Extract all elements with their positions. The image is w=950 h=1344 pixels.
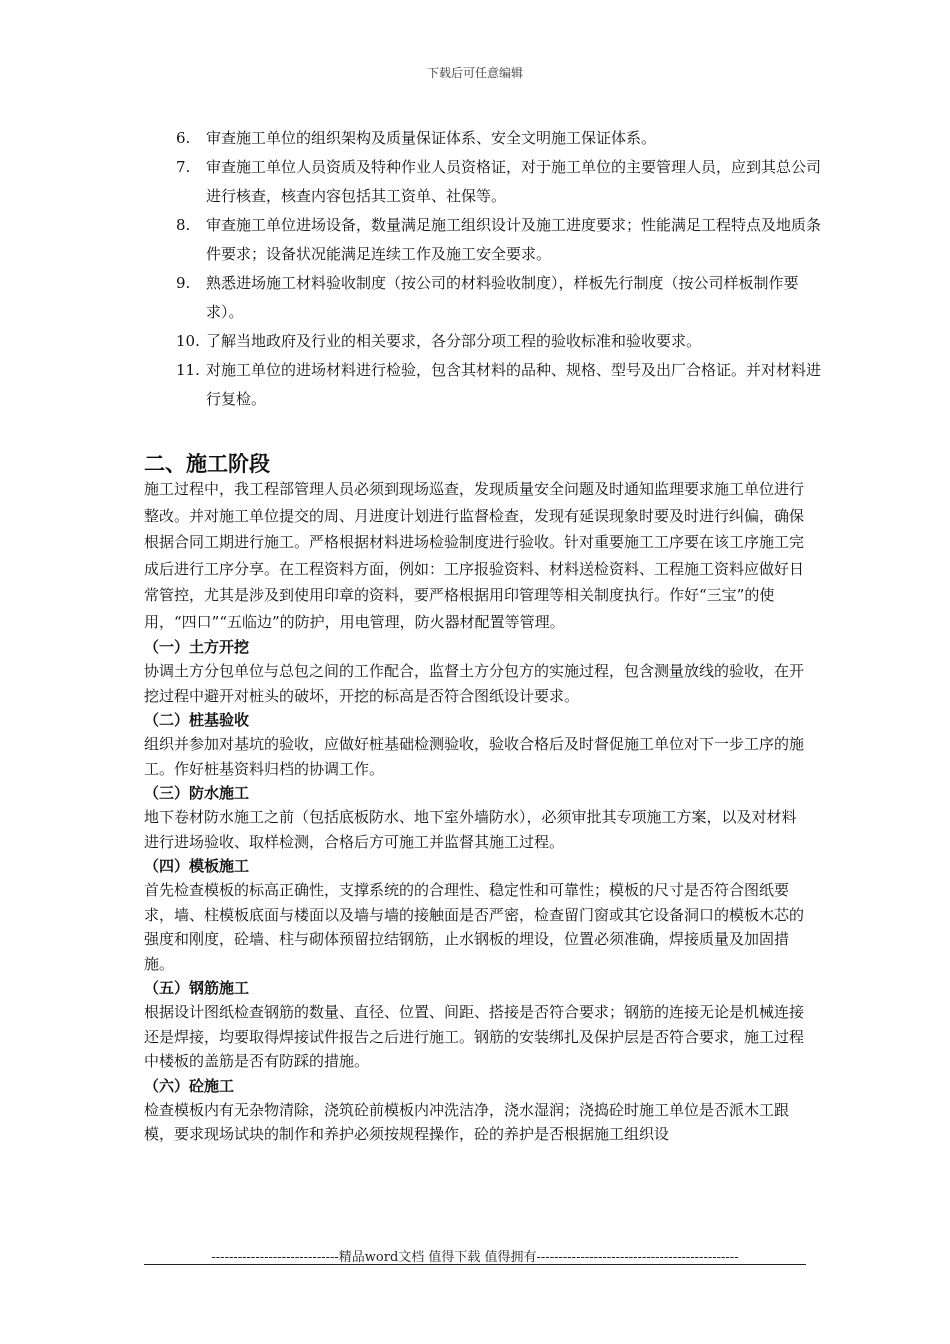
section-heading: 二、施工阶段: [144, 451, 270, 476]
subsection-paragraph: 协调土方分包单位与总包之间的工作配合，监督土方分包方的实施过程，包含测量放线的验收，在开挖过程中避开对桩头的破坏，开挖的标高是否符合图纸设计要求。: [144, 662, 805, 705]
list-item: [176, 327, 826, 356]
subsection-paragraph: 地下卷材防水施工之前（包括底板防水、地下室外墙防水），必须审批其专项施工方案，以及对材料进行进场验收、取样检测，合格后方可施工并监督其施工过程。: [144, 808, 797, 851]
footer-divider: [144, 1264, 806, 1265]
page-header: 下载后可任意编辑: [426, 66, 523, 80]
list-item-number: 9.: [176, 274, 191, 292]
list-item-text: 对施工单位的进场材料进行检验，包含其材料的品种、规格、型号及出厂合格证。并对材料进行复检。: [206, 361, 822, 408]
list-item-number: 6.: [176, 129, 191, 147]
subsection-heading: （四）模板施工: [144, 857, 250, 875]
list-item-number: 7.: [176, 158, 191, 176]
list-item-text: 审查施工单位的组织架构及质量保证体系、安全文明施工保证体系。: [206, 129, 657, 147]
subsection-paragraph: 检查模板内有无杂物清除，浇筑砼前模板内冲洗洁净，浇水湿润；浇捣砼时施工单位是否派木工跟模，要求现场试块的制作和养护必须按规程操作，砼的养护是否根据施工组织设: [144, 1100, 790, 1143]
list-item: [176, 211, 826, 269]
list-item-text: 审查施工单位进场设备，数量满足施工组织设计及施工进度要求；性能满足工程特点及地质条件要求；设备状况能满足连续工作及施工安全要求。: [206, 216, 822, 263]
subsection-paragraph: 根据设计图纸检查钢筋的数量、直径、位置、间距、搭接是否符合要求；钢筋的连接无论是机械连接还是焊接，均要取得焊接试件报告之后进行施工。钢筋的安装绑扎及保护层是否符合要求，施工过程中楼板的盖筋是否有防踩的措施。: [144, 1003, 805, 1070]
list-item-text: 了解当地政府及行业的相关要求，各分部分项工程的验收标准和验收要求。: [206, 332, 702, 350]
page-footer: -----------------------------精品word文档 值得下载 值得拥有----------------------------------------------: [211, 1250, 739, 1265]
numbered-list: [176, 124, 826, 414]
list-item: [176, 269, 826, 327]
list-item-number: 11.: [176, 361, 200, 379]
subsection-heading: （三）防水施工: [144, 784, 250, 802]
subsection-heading: （五）钢筋施工: [144, 979, 250, 997]
intro-paragraph: 施工过程中，我工程部管理人员必须到现场巡查，发现质量安全问题及时通知监理要求施工单位进行整改。并对施工单位提交的周、月进度计划进行监督检查，发现有延误现象时要及时进行纠偏，确保根据合同工期进行施工。严格根据材料进场检验制度进行验收。针对重要施工工序要在该工序施工完成后进行工序分享。在工程资料方面，例如：工序报验资料、材料送检资料、工程施工资料应做好日常管控，尤其是涉及到使用印章的资料，要严格根据用印管理等相关制度执行。作好“三宝”的使用，“四口”“五临边”的防护，用电管理，防火器材配置等管理。: [144, 480, 805, 631]
list-item: [176, 153, 826, 211]
list-item-text: 审查施工单位人员资质及特种作业人员资格证，对于施工单位的主要管理人员，应到其总公司进行核查，核查内容包括其工资单、社保等。: [206, 158, 822, 205]
list-item: [176, 356, 826, 414]
subsection-heading: （二）桩基验收: [144, 711, 250, 729]
subsection-heading: （一）土方开挖: [144, 638, 250, 656]
subsection-heading: （六）砼施工: [144, 1076, 235, 1095]
list-item-text: 熟悉进场施工材料验收制度（按公司的材料验收制度），样板先行制度（按公司样板制作要求）。: [206, 274, 799, 321]
section-content: [144, 476, 810, 1147]
list-item: [176, 124, 826, 153]
subsection-paragraph: 首先检查模板的标高正确性，支撑系统的的合理性、稳定性和可靠性；模板的尺寸是否符合图纸要求，墙、柱模板底面与楼面以及墙与墙的接触面是否严密，检查留门窗或其它设备洞口的模板木芯的强度和刚度，砼墙、柱与砌体预留拉结钢筋，止水钢板的埋设，位置必须准确，焊接质量及加固措施。: [144, 881, 805, 973]
list-item-number: 10.: [176, 332, 200, 350]
list-item-number: 8.: [176, 216, 191, 234]
subsection-paragraph: 组织并参加对基坑的验收，应做好桩基础检测验收，验收合格后及时督促施工单位对下一步工序的施工。作好桩基资料归档的协调工作。: [144, 735, 805, 778]
